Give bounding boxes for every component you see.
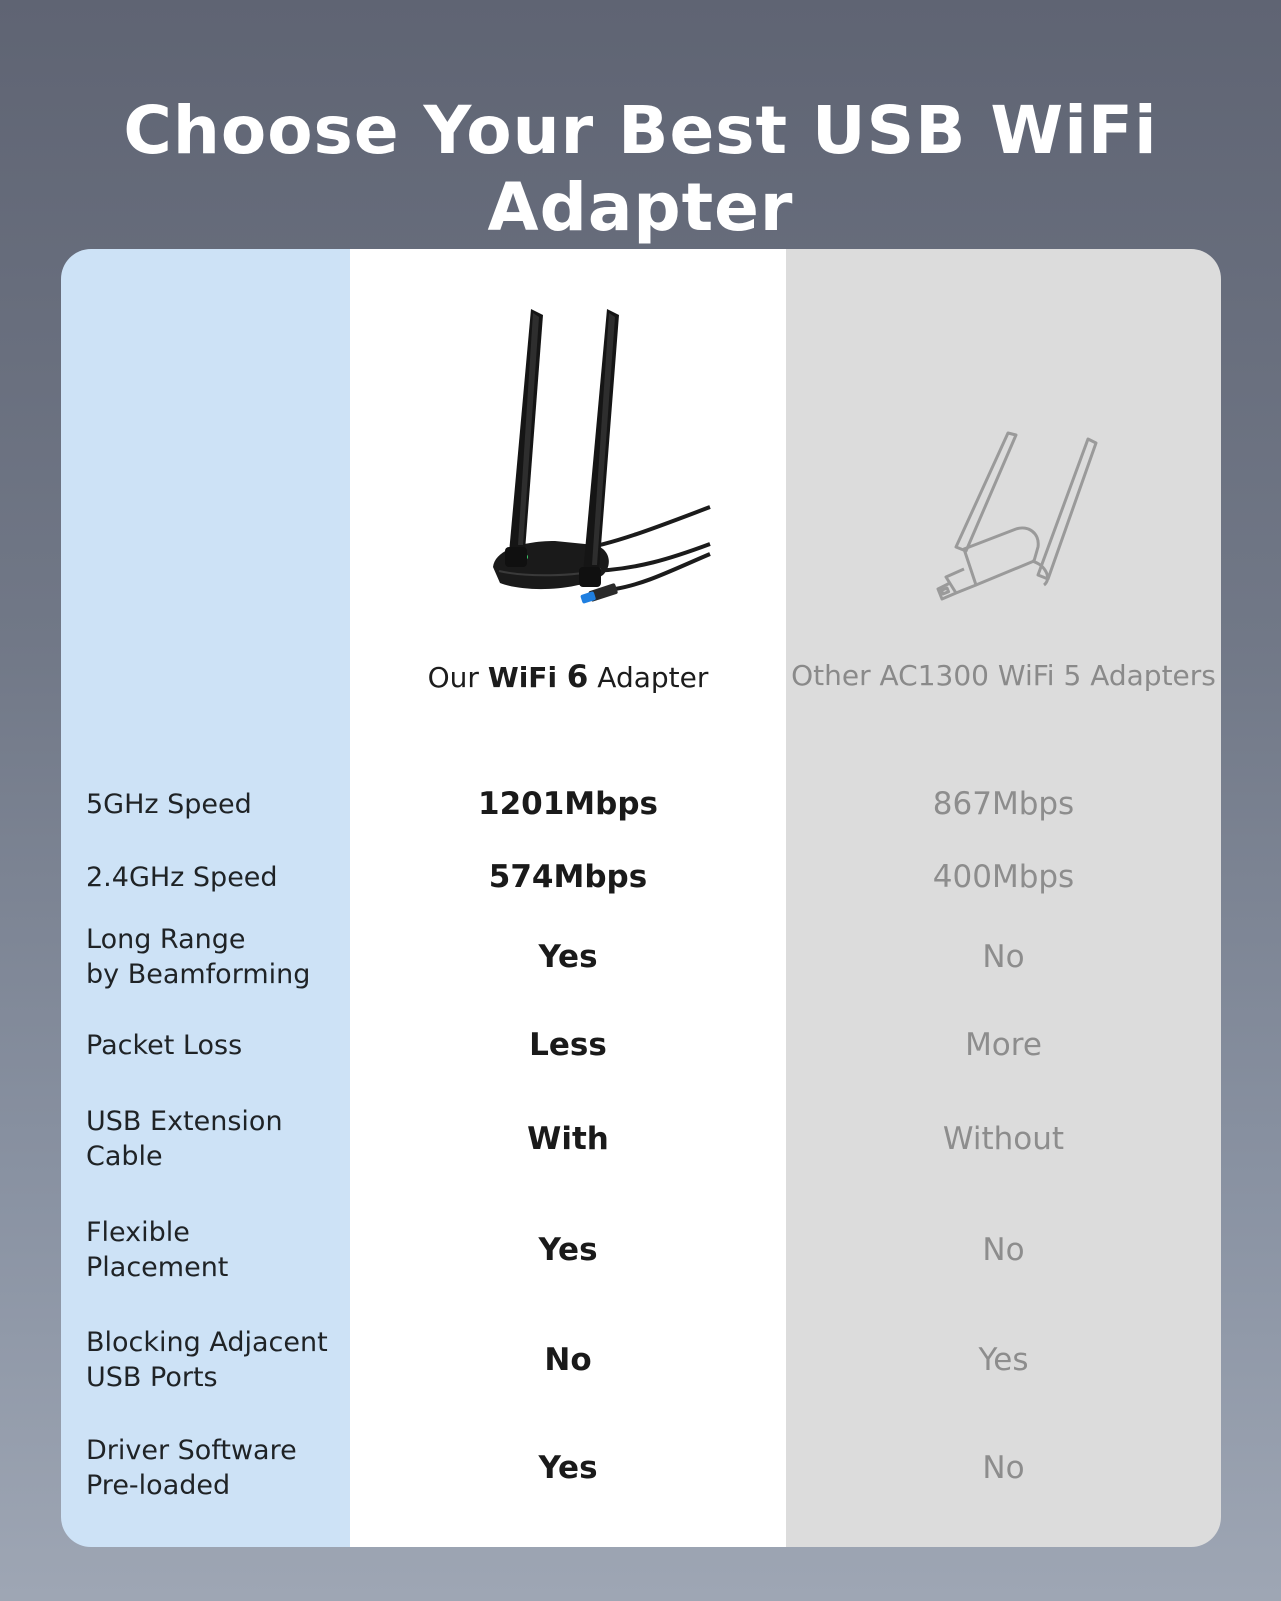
our-value: No	[544, 1342, 592, 1378]
other-value: 867Mbps	[932, 786, 1075, 822]
other-value-row	[786, 852, 1221, 902]
other-value-row	[786, 1089, 1221, 1189]
our-product-prefix: Our	[427, 661, 488, 694]
other-value-row	[786, 912, 1221, 1002]
our-product-name	[350, 659, 786, 695]
feature-row-flexible-placement	[61, 1195, 350, 1305]
our-value: 1201Mbps	[478, 786, 658, 822]
our-value: 574Mbps	[488, 859, 648, 895]
feature-label: Flexible Placement	[86, 1217, 229, 1283]
feature-label: Long Range by Beamforming	[86, 924, 311, 990]
feature-row-driver-software	[61, 1413, 350, 1523]
feature-label: Blocking Adjacent USB Ports	[86, 1327, 328, 1393]
usb-wifi6-adapter-icon	[485, 309, 715, 619]
our-value-row	[350, 1089, 786, 1189]
feature-label: Packet Loss	[86, 1029, 243, 1061]
feature-label-column	[61, 249, 350, 1547]
our-value-row	[350, 912, 786, 1002]
our-product-wifi: WiFi	[487, 661, 567, 694]
feature-label: Driver Software Pre-loaded	[86, 1435, 297, 1501]
our-value-row	[350, 1195, 786, 1305]
other-value: Without	[942, 1121, 1065, 1157]
feature-label: 2.4GHz Speed	[86, 861, 278, 893]
our-value: Less	[529, 1027, 607, 1063]
other-value-row	[786, 1005, 1221, 1085]
comparison-table	[61, 249, 1221, 1547]
other-product-column	[786, 249, 1221, 1547]
other-value: 400Mbps	[932, 859, 1075, 895]
usb-wifi5-adapter-icon	[936, 429, 1106, 609]
other-value-row	[786, 1195, 1221, 1305]
other-value: No	[982, 1232, 1025, 1268]
our-value: Yes	[538, 1232, 598, 1268]
our-value-row	[350, 1005, 786, 1085]
feature-row-usb-extension	[61, 1089, 350, 1189]
our-product-wifi-gen: 6	[566, 659, 589, 695]
feature-label: USB Extension Cable	[86, 1106, 283, 1172]
our-product-column	[350, 249, 786, 1547]
our-value-row	[350, 852, 786, 902]
other-value-row	[786, 779, 1221, 829]
other-value: Yes	[978, 1342, 1029, 1378]
other-value: More	[965, 1027, 1042, 1063]
other-value-row	[786, 1413, 1221, 1523]
our-product-suffix: Adapter	[588, 661, 709, 694]
feature-row-packet-loss	[61, 1005, 350, 1085]
our-value-row	[350, 1305, 786, 1415]
our-value-row	[350, 779, 786, 829]
feature-row-24ghz-speed	[61, 852, 350, 902]
our-value: With	[527, 1121, 609, 1157]
feature-label: 5GHz Speed	[86, 788, 252, 820]
feature-row-5ghz-speed	[61, 779, 350, 829]
other-value: No	[982, 939, 1025, 975]
other-value: No	[982, 1450, 1025, 1486]
feature-row-long-range	[61, 912, 350, 1002]
other-product-name: Other AC1300 WiFi 5 Adapters	[791, 659, 1216, 692]
our-value: Yes	[538, 939, 598, 975]
our-value: Yes	[538, 1450, 598, 1486]
feature-row-blocking-ports	[61, 1305, 350, 1415]
other-value-row	[786, 1305, 1221, 1415]
page-title: Choose Your Best USB WiFi Adapter	[123, 92, 1158, 246]
our-value-row	[350, 1413, 786, 1523]
